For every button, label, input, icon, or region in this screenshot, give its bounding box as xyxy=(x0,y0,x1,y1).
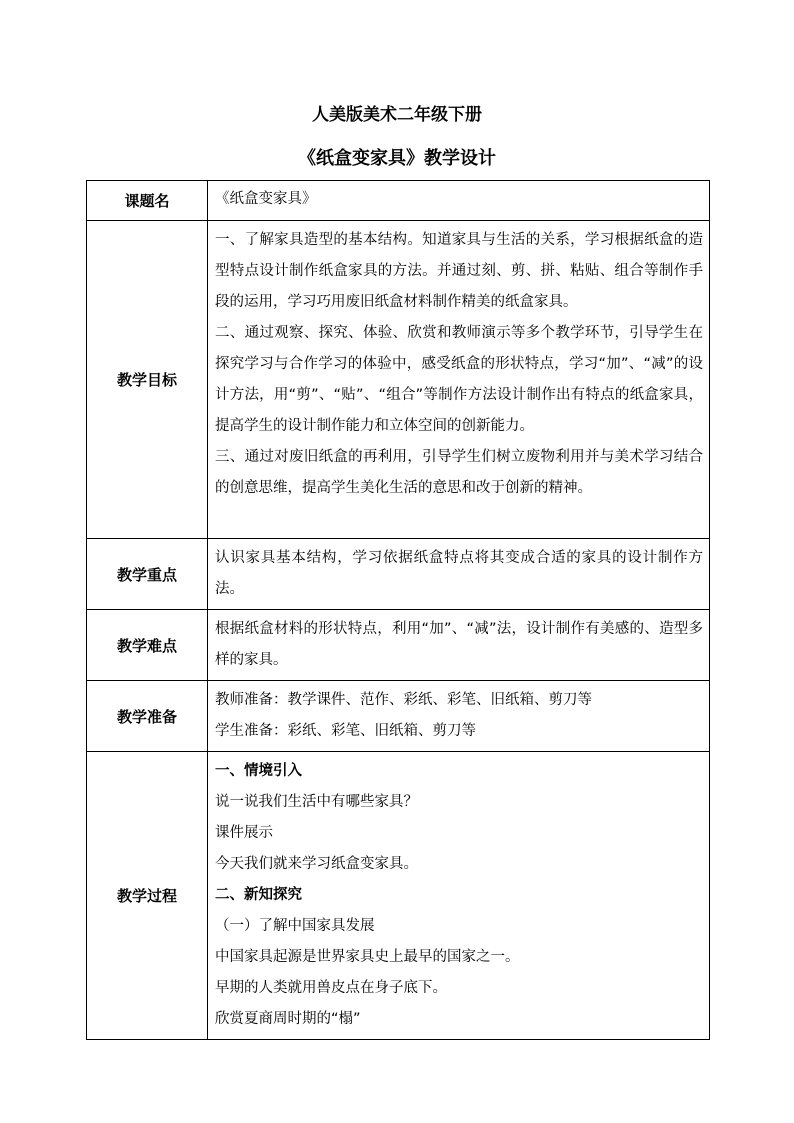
difficulties-content xyxy=(208,610,710,681)
row-key-points xyxy=(87,539,710,610)
student-preparation: 学生准备：彩纸、彩笔、旧纸箱、剪刀等 xyxy=(215,723,476,739)
row-difficulties xyxy=(87,610,710,681)
objective-paragraph-1: 一、了解家具造型的基本结构。知道家具与生活的关系，学习根据纸盒的造型特点设计制作纸盒家具的方法。并通过刻、剪、拼、粘贴、组合等制作手段的运用，学习巧用废旧纸盒材料制作精美的纸盒家具。 xyxy=(215,232,703,310)
process-section-heading-1: 一、情境引入 xyxy=(215,763,302,779)
objective-paragraph-2: 二、通过观察、探究、体验、欣赏和教师演示等多个教学环节，引导学生在探究学习与合作学习的体验中，感受纸盒的形状特点，学习“加”、“减”的设计方法，用“剪”、“贴”、“组合”等制作方法设计制作出有特点的纸盒家具，提高学生的设计制作能力和立体空间的创新能力。 xyxy=(215,325,703,434)
process-line: 课件展示 xyxy=(215,825,273,841)
process-line: 早期的人类就用兽皮点在身子底下。 xyxy=(215,980,447,996)
topic-text: 《纸盒变家具》 xyxy=(215,191,317,207)
process-line: 今天我们就来学习纸盒变家具。 xyxy=(215,856,418,872)
teacher-preparation: 教师准备：教学课件、范作、彩纸、彩笔、旧纸箱、剪刀等 xyxy=(215,692,592,708)
process-line: 说一说我们生活中有哪些家具？ xyxy=(215,794,418,810)
row-topic xyxy=(87,181,710,221)
topic-label: 课题名 xyxy=(87,181,208,221)
difficulties-label: 教学难点 xyxy=(87,610,208,681)
preparation-content xyxy=(208,681,710,752)
process-content xyxy=(208,752,710,1040)
objective-paragraph-3: 三、通过对废旧纸盒的再利用，引导学生们树立废物利用并与美术学习结合的创意思维，提高学生美化生活的意思和改于创新的精神。 xyxy=(215,449,703,496)
difficulties-text: 根据纸盒材料的形状特点，利用“加”、“减”法，设计制作有美感的、造型多样的家具。 xyxy=(215,621,703,668)
row-objectives xyxy=(87,221,710,539)
topic-value xyxy=(208,181,710,221)
process-section-heading-2: 二、新知探究 xyxy=(215,887,302,903)
process-line: （一）了解中国家具发展 xyxy=(215,918,375,934)
preparation-label: 教学准备 xyxy=(87,681,208,752)
row-process xyxy=(87,752,710,1040)
lesson-plan-table xyxy=(86,180,710,1040)
process-line: 中国家具起源是世界家具史上最早的国家之一。 xyxy=(215,949,520,965)
key-points-label: 教学重点 xyxy=(87,539,208,610)
process-label: 教学过程 xyxy=(87,752,208,1040)
document-title: 人美版美术二年级下册 xyxy=(312,105,482,125)
process-line: 欣赏夏商周时期的“榻” xyxy=(215,1011,361,1027)
objectives-label: 教学目标 xyxy=(87,221,208,539)
objectives-content xyxy=(208,221,710,539)
key-points-text: 认识家具基本结构，学习依据纸盒特点将其变成合适的家具的设计制作方法。 xyxy=(215,550,703,597)
document-subtitle: 《纸盒变家具》教学设计 xyxy=(298,148,496,169)
key-points-content xyxy=(208,539,710,610)
row-preparation xyxy=(87,681,710,752)
